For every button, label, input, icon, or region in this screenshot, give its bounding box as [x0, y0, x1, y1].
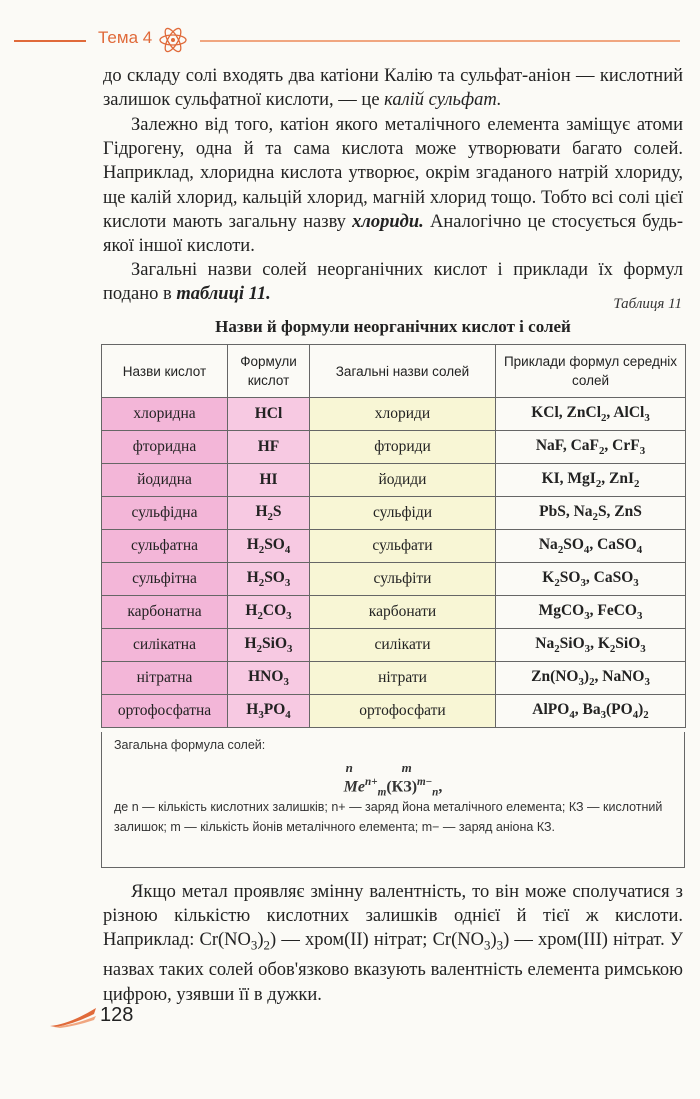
- acid-name: сульфідна: [102, 497, 228, 530]
- salt-examples: $Zn(NO_3)_2$, NaNO$_3$: [496, 662, 686, 695]
- acid-name: йодидна: [102, 464, 228, 497]
- paragraph-3: Загальні назви солей неорганічних кислот і приклади їх формул подано в таблиці 11.: [103, 260, 683, 305]
- acid-name: силікатна: [102, 629, 228, 662]
- table-row: [102, 398, 686, 431]
- table-row: [102, 662, 686, 695]
- acid-formula: HF: [228, 431, 310, 464]
- acid-formula: $H_2CO_3$: [228, 596, 310, 629]
- acid-formula: $H_2SiO_3$: [228, 629, 310, 662]
- table-row: [102, 695, 686, 728]
- header-salt-names: Загальні назви солей: [310, 345, 496, 398]
- salt-name: сульфіти: [310, 563, 496, 596]
- acid-formula: HI: [228, 464, 310, 497]
- table-row: [102, 464, 686, 497]
- salt-examples: KCl, ZnCl$_2$, AlCl$_3$: [496, 398, 686, 431]
- acid-formula: $H_2SO_3$: [228, 563, 310, 596]
- acid-name: хлоридна: [102, 398, 228, 431]
- salt-examples: PbS, $Na_2S$, ZnS: [496, 497, 686, 530]
- acid-name: сульфатна: [102, 530, 228, 563]
- acid-formula: $H_2S$: [228, 497, 310, 530]
- table-row: [102, 431, 686, 464]
- salt-name: силікати: [310, 629, 496, 662]
- salt-name: сульфіди: [310, 497, 496, 530]
- table-caption: Таблиця 11: [613, 296, 682, 312]
- table-row: [102, 629, 686, 662]
- general-formula: n m $Me^{n+}_m(КЗ)^{m-}_n$,: [343, 760, 443, 799]
- salt-examples: KI, MgI$_2$, ZnI$_2$: [496, 464, 686, 497]
- paragraph-2: Залежно від того, катіон якого металічного елемента заміщує атоми Гідрогену, одна й та сама кислота може утворювати багато солей. Наприклад, хлоридна кислота утворює, окрім згаданого натрій хлориду, ще калій хлорид, кальцій хлорид, магній хлорид тощо. Тобто всі солі цієї кислоти мають загальну назву хлориди. Аналогічно це стосується будь-якої іншої кислоти.: [103, 115, 683, 257]
- acid-name: ортофосфатна: [102, 695, 228, 728]
- salt-examples: $K_2SO_3$, CaSO$_3$: [496, 563, 686, 596]
- paragraph-1: до складу солі входять два катіони Калію та сульфат-аніон — кислотний залишок сульфатної кислоти, — це калій сульфат.: [103, 66, 683, 111]
- header-rule-right: [200, 40, 680, 42]
- paragraph-4: Якщо метал проявляє змінну валентність, то він може сполучатися з різною кількістю кислотних залишків однієї й тієї ж кислоти. Наприклад: $Cr(NO_3)_2$) — хром(ІІ) нітрат; $Cr(NO_3)_3$) — хром(ІІІ) нітрат. У назвах таких солей обов'язково вказують валентність елемента римською цифрою, узявши її в дужки.: [103, 882, 683, 1005]
- salt-name: карбонати: [310, 596, 496, 629]
- page-corner-decoration: [50, 1006, 98, 1028]
- acids-salts-table: [101, 344, 686, 728]
- topic-title: Тема 4: [98, 28, 153, 47]
- salt-examples: AlPO$_4$, $Ba_3(PO_4)_2$: [496, 695, 686, 728]
- formula-explanation: де n — кількість кислотних залишків; n+ — заряд йона металічного елемента; КЗ — кислотний залишок; m — кількість йонів металічного елемента; m− — заряд аніона КЗ.: [114, 800, 663, 834]
- acid-name: карбонатна: [102, 596, 228, 629]
- salt-name: нітрати: [310, 662, 496, 695]
- header-acid-names: Назви кислот: [102, 345, 228, 398]
- salt-name: фториди: [310, 431, 496, 464]
- header-rule-left: [14, 40, 86, 42]
- salt-examples: $Na_2SiO_3$, $K_2SiO_3$: [496, 629, 686, 662]
- acid-formula: $HNO_3$: [228, 662, 310, 695]
- acid-name: нітратна: [102, 662, 228, 695]
- acid-name: фторидна: [102, 431, 228, 464]
- table-row: [102, 596, 686, 629]
- salt-name: сульфати: [310, 530, 496, 563]
- table-row: [102, 530, 686, 563]
- header-acid-formulas: Формули кислот: [228, 345, 310, 398]
- salt-name: ортофосфати: [310, 695, 496, 728]
- salt-name: йодиди: [310, 464, 496, 497]
- table-title: Назви й формули неорганічних кислот і солей: [215, 317, 571, 336]
- page-header: [0, 22, 700, 58]
- salt-examples: MgCO$_3$, FeCO$_3$: [496, 596, 686, 629]
- general-formula-label: Загальна формула солей:: [114, 738, 266, 752]
- table-row: [102, 563, 686, 596]
- page-number: 128: [100, 1004, 134, 1026]
- salt-examples: NaF, CaF$_2$, CrF$_3$: [496, 431, 686, 464]
- acid-formula: $H_2SO_4$: [228, 530, 310, 563]
- general-formula-box: [101, 732, 685, 868]
- header-salt-examples: Приклади формул середніх солей: [496, 345, 686, 398]
- acid-name: сульфітна: [102, 563, 228, 596]
- salt-examples: $Na_2SO_4$, CaSO$_4$: [496, 530, 686, 563]
- table-row: [102, 497, 686, 530]
- acid-formula: HCl: [228, 398, 310, 431]
- acid-formula: $H_3PO_4$: [228, 695, 310, 728]
- salt-name: хлориди: [310, 398, 496, 431]
- atom-icon: [158, 26, 188, 54]
